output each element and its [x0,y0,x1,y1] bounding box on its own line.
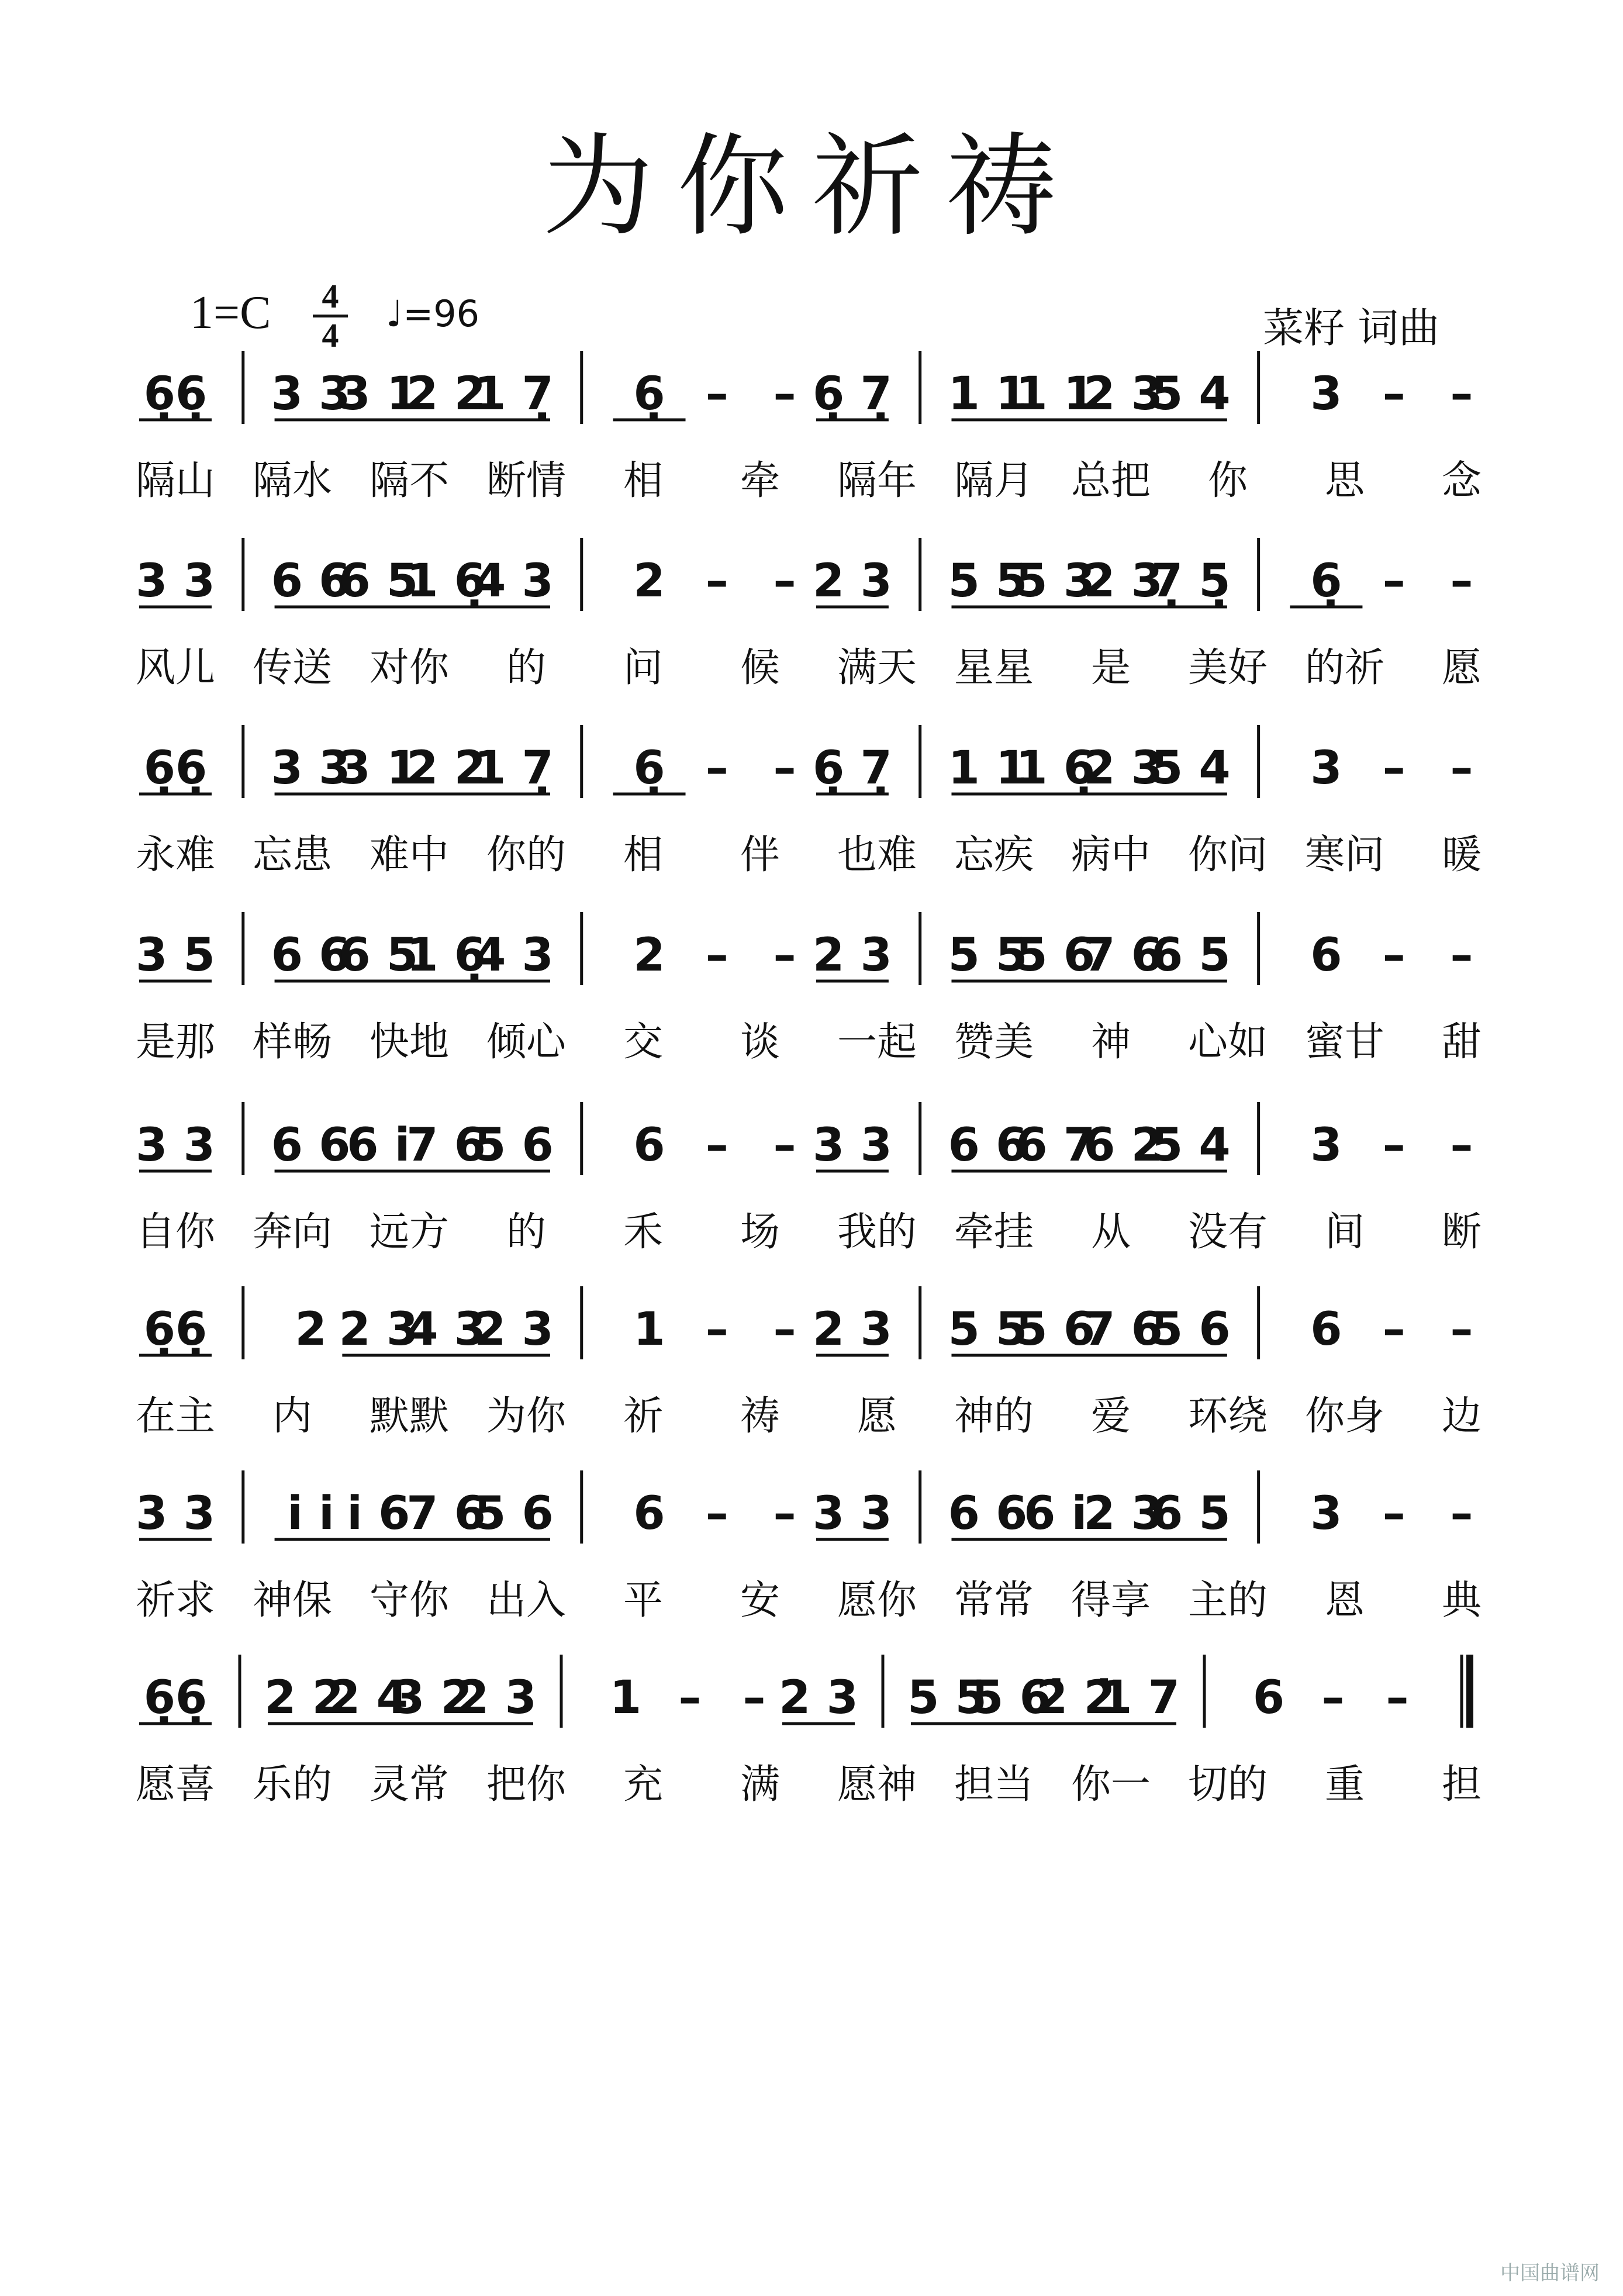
lyric: 愿 [1441,645,1482,691]
dash-note: – [1382,1487,1406,1540]
note: 6 [633,1119,665,1172]
song-title: 为你祈祷 [542,122,1080,251]
tempo-value: =96 [403,292,480,335]
note: 5 6 [1016,1303,1096,1356]
lyric: 寒问 [1304,832,1385,878]
note: 6̣6̣ [143,1672,208,1724]
lyric: 祷 [740,1393,781,1439]
note: 5 3 [1016,555,1096,607]
note: 6 7 [1016,1119,1096,1172]
note: 6 i̇ [1024,1487,1087,1540]
lyric: 愿神 [837,1762,917,1808]
dash-note: – [1382,555,1406,607]
lyric: 隔月 [954,458,1034,504]
note: 6̣ 7̣ [813,368,892,420]
dash-note: – [1450,742,1473,795]
lyric: 问 [623,645,664,691]
note: 6̣ [633,368,665,420]
lyric: 是那 [135,1019,216,1065]
note: 7 6 [1083,929,1163,982]
note: 6 6 [271,1119,351,1172]
lyric: 难中 [369,832,450,878]
note: 3 [1310,742,1342,795]
lyric: 一起 [837,1019,917,1065]
lyric: 暖 [1441,832,1482,878]
dash-note: – [705,1487,728,1540]
note: 2 3 [339,1303,419,1356]
lyric: 把你 [486,1762,567,1808]
lyric: 总把 [1071,458,1151,504]
lyric: 灵常 [369,1762,450,1808]
note: 2 4 [329,1672,408,1724]
dash-note: – [1382,929,1406,982]
note: 2 2 [406,742,486,795]
note: 5 4 [1151,1119,1231,1172]
note: 1 6̣ [1016,742,1096,795]
lyric: 也难 [837,832,917,878]
note: 5 5 [948,929,1028,982]
note: 2 3 [457,1672,537,1724]
note: 1 7 [1100,1672,1180,1724]
note: 6̣ [1310,555,1342,607]
note: 2 2 [406,368,486,420]
note: 6̣6̣ [143,368,208,420]
note: 5 6 [1016,929,1096,982]
lyric: 快地 [369,1019,450,1065]
lyric: 你 [1207,458,1248,504]
note: 7 6 [406,1119,486,1172]
lyric: 隔水 [252,458,333,504]
note: 2 3 [1083,1487,1163,1540]
lyric: 平 [623,1577,664,1624]
dash-note: – [1450,1303,1473,1356]
lyric: 交 [623,1019,664,1065]
note: 2 [633,555,665,607]
note: 6 [1310,1303,1342,1356]
note: 7̣ 5̣ [1151,555,1231,607]
note: 5 6 [1151,1303,1231,1356]
lyric: 奔向 [252,1209,333,1255]
dash-note: – [773,929,796,982]
dash-note: – [773,555,796,607]
lyric: 为你 [486,1393,567,1439]
note: 3 3 [813,1487,892,1540]
lyric: 愿你 [837,1577,917,1624]
quarter-note-icon: ♩ [386,292,403,335]
lyric: 牵 [740,458,781,504]
dash-note: – [773,1303,796,1356]
lyric: 乐的 [252,1762,333,1808]
note: 6 6 [948,1487,1028,1540]
lyric: 重 [1324,1762,1365,1808]
note: 5 5 [948,555,1028,607]
dash-note: – [1450,929,1473,982]
note: 7 6 [406,1487,486,1540]
note: 6 5 [1151,929,1231,982]
lyric: 你的 [486,832,567,878]
note: 2 3 [813,1303,892,1356]
note: 1 1 [948,368,1028,420]
lyric: 从 [1090,1209,1131,1255]
note: 3 1 [339,742,419,795]
time-signature-bottom: 4 [322,316,339,354]
lyric: 安 [740,1577,781,1624]
lyric: 忘疾 [954,832,1034,878]
lyric: 切的 [1187,1762,1268,1808]
lyric: 是 [1090,645,1131,691]
dash-note: – [1382,368,1406,420]
note: 2 3 [813,929,892,982]
note: 5 6 [474,1119,554,1172]
dash-note: – [705,929,728,982]
lyric: 对你 [369,645,450,691]
note: 2 3 [474,1303,554,1356]
lyric: 倾心 [486,1019,567,1065]
dash-note: – [705,1119,728,1172]
lyric: 样畅 [252,1019,333,1065]
note: 3 [1310,1119,1342,1172]
author-credit: 菜籽 词曲 [1263,304,1440,352]
lyric: 祈 [623,1393,664,1439]
note: 1 6̣ [406,929,486,982]
lyric: 没有 [1187,1209,1268,1255]
note: 2 [295,1303,327,1356]
lyric: 场 [740,1209,781,1255]
dash-note: – [705,742,728,795]
lyric: 守你 [369,1577,450,1624]
lyric: 我的 [837,1209,917,1255]
note: 2 3 [1083,742,1163,795]
lyric: 你身 [1304,1393,1385,1439]
watermark: 中国曲谱网 [1500,2262,1600,2285]
dash-note: – [1321,1672,1345,1724]
note: 2 3 [1083,368,1163,420]
note: 3 [1310,368,1342,420]
lyric: 候 [740,645,781,691]
lyric: 神的 [954,1393,1034,1439]
dash-note: – [1386,1672,1409,1724]
lyric: 常常 [954,1577,1034,1624]
dash-note: – [1450,555,1473,607]
note: 6 [1310,929,1342,982]
note: 6 5 [1151,1487,1231,1540]
lyric: 传送 [252,645,333,691]
lyric: 内 [272,1393,313,1439]
dash-note: – [678,1672,702,1724]
note: 3 5 [136,929,215,982]
note: 7 6 [1083,1303,1163,1356]
lyric: 断 [1441,1209,1482,1255]
note: i̇ i̇ [287,1487,334,1540]
note: 1 7̣ [474,368,554,420]
note: 2̇ 2̇ [1036,1672,1116,1724]
lyric: 伴 [740,832,781,878]
note: 2 3 [1083,555,1163,607]
dash-note: – [773,742,796,795]
lyric: 愿 [857,1393,897,1439]
note: 3 3 [813,1119,892,1172]
note: 2 [633,929,665,982]
note: 2 2 [264,1672,344,1724]
lyric: 甜 [1441,1019,1482,1065]
note: 3 3 [271,742,351,795]
note: 1 1 [1016,368,1096,420]
note: 3 3 [271,368,351,420]
note: 3 1 [339,368,419,420]
dash-note: – [705,555,728,607]
lyric: 忘患 [252,832,333,878]
lyric: 在主 [135,1393,216,1439]
note: 6 i̇ [347,1119,410,1172]
note: 1 6̣ [406,555,486,607]
lyric: 你一 [1071,1762,1151,1808]
lyric: 星星 [954,645,1034,691]
note: 6 5 [339,555,419,607]
note: 1 [633,1303,665,1356]
lyric: 爱 [1090,1393,1131,1439]
lyric: 隔年 [837,458,917,504]
note: 3 3 [136,1487,215,1540]
lyric: 牵挂 [954,1209,1034,1255]
dash-note: – [773,1487,796,1540]
lyric: 担 [1441,1762,1482,1808]
lyric: 担当 [954,1762,1034,1808]
lyric: 谈 [740,1019,781,1065]
lyric: 病中 [1071,832,1151,878]
note: 4 3 [474,555,554,607]
lyric: 思 [1324,458,1365,504]
note: 3 3 [136,555,215,607]
lyric: 边 [1441,1393,1482,1439]
lyric: 神 [1090,1019,1131,1065]
lyric: 恩 [1324,1577,1365,1624]
lyric: 相 [623,458,664,504]
lyric: 你问 [1187,832,1268,878]
note: 5 5 [907,1672,987,1724]
note: 6 6 [271,555,351,607]
lyric: 美好 [1187,645,1268,691]
note: 4 3 [406,1303,486,1356]
dash-note: – [773,1119,796,1172]
note: 5 5 [948,1303,1028,1356]
note: 4 3 [474,929,554,982]
lyric: 相 [623,832,664,878]
lyric: 充 [623,1762,664,1808]
key-signature: 1=C [190,287,271,339]
lyric: 远方 [369,1209,450,1255]
lyric: 出入 [486,1577,567,1624]
note: 2 3 [813,555,892,607]
note: 2 3 [779,1672,858,1724]
note: 6 5 [339,929,419,982]
lyric: 主的 [1187,1577,1268,1624]
note: 3 [1310,1487,1342,1540]
note: 6 [1252,1672,1285,1724]
note: 6 2 [1083,1119,1163,1172]
dash-note: – [1450,368,1473,420]
note: 3 2 [393,1672,472,1724]
note: 6 6 [271,929,351,982]
lyric: 默默 [369,1393,450,1439]
lyric: 断情 [486,458,567,504]
note: 6̣6̣ [143,742,208,795]
note: 1 7̣ [474,742,554,795]
note: 1 [609,1672,642,1724]
note: 5 4 [1151,368,1231,420]
lyric: 神保 [252,1577,333,1624]
lyric: 念 [1441,458,1482,504]
dash-note: – [705,368,728,420]
lyric: 愿喜 [135,1762,216,1808]
lyric: 满天 [837,645,917,691]
note: 6 6 [948,1119,1028,1172]
dash-note: – [1382,1119,1406,1172]
lyric: 蜜甘 [1304,1019,1385,1065]
note: 5 4 [1151,742,1231,795]
dash-note: – [773,368,796,420]
note: 6̣6̣ [143,1303,208,1356]
lyric: 隔不 [369,458,450,504]
lyric: 心如 [1187,1019,1268,1065]
note: 3 3 [136,1119,215,1172]
lyric: 隔山 [135,458,216,504]
dash-note: – [705,1303,728,1356]
lyric: 永难 [135,832,216,878]
lyric: 环绕 [1187,1393,1268,1439]
lyric: 的 [506,1209,547,1255]
lyric: 禾 [623,1209,664,1255]
lyric: 赞美 [954,1019,1034,1065]
dash-note: – [1382,1303,1406,1356]
note: 6 [633,1487,665,1540]
note: 1 1 [948,742,1028,795]
lyric: 的 [506,645,547,691]
lyric: 间 [1324,1209,1365,1255]
lyric: 满 [740,1762,781,1808]
note: 6̣ 7̣ [813,742,892,795]
lyric: 风儿 [135,645,216,691]
lyric: 得享 [1071,1577,1151,1624]
dash-note: – [1450,1119,1473,1172]
note: 5 6 [474,1487,554,1540]
lyric: 祈求 [135,1577,216,1624]
lyric: 的祈 [1304,645,1385,691]
time-signature-top: 4 [322,277,339,315]
dash-note: – [743,1672,766,1724]
lyric: 典 [1441,1577,1482,1624]
note: 5 6 [972,1672,1051,1724]
note: 6̣ [633,742,665,795]
dash-note: – [1450,1487,1473,1540]
note: i̇ 6 [347,1487,410,1540]
lyric: 自你 [135,1209,216,1255]
dash-note: – [1382,742,1406,795]
